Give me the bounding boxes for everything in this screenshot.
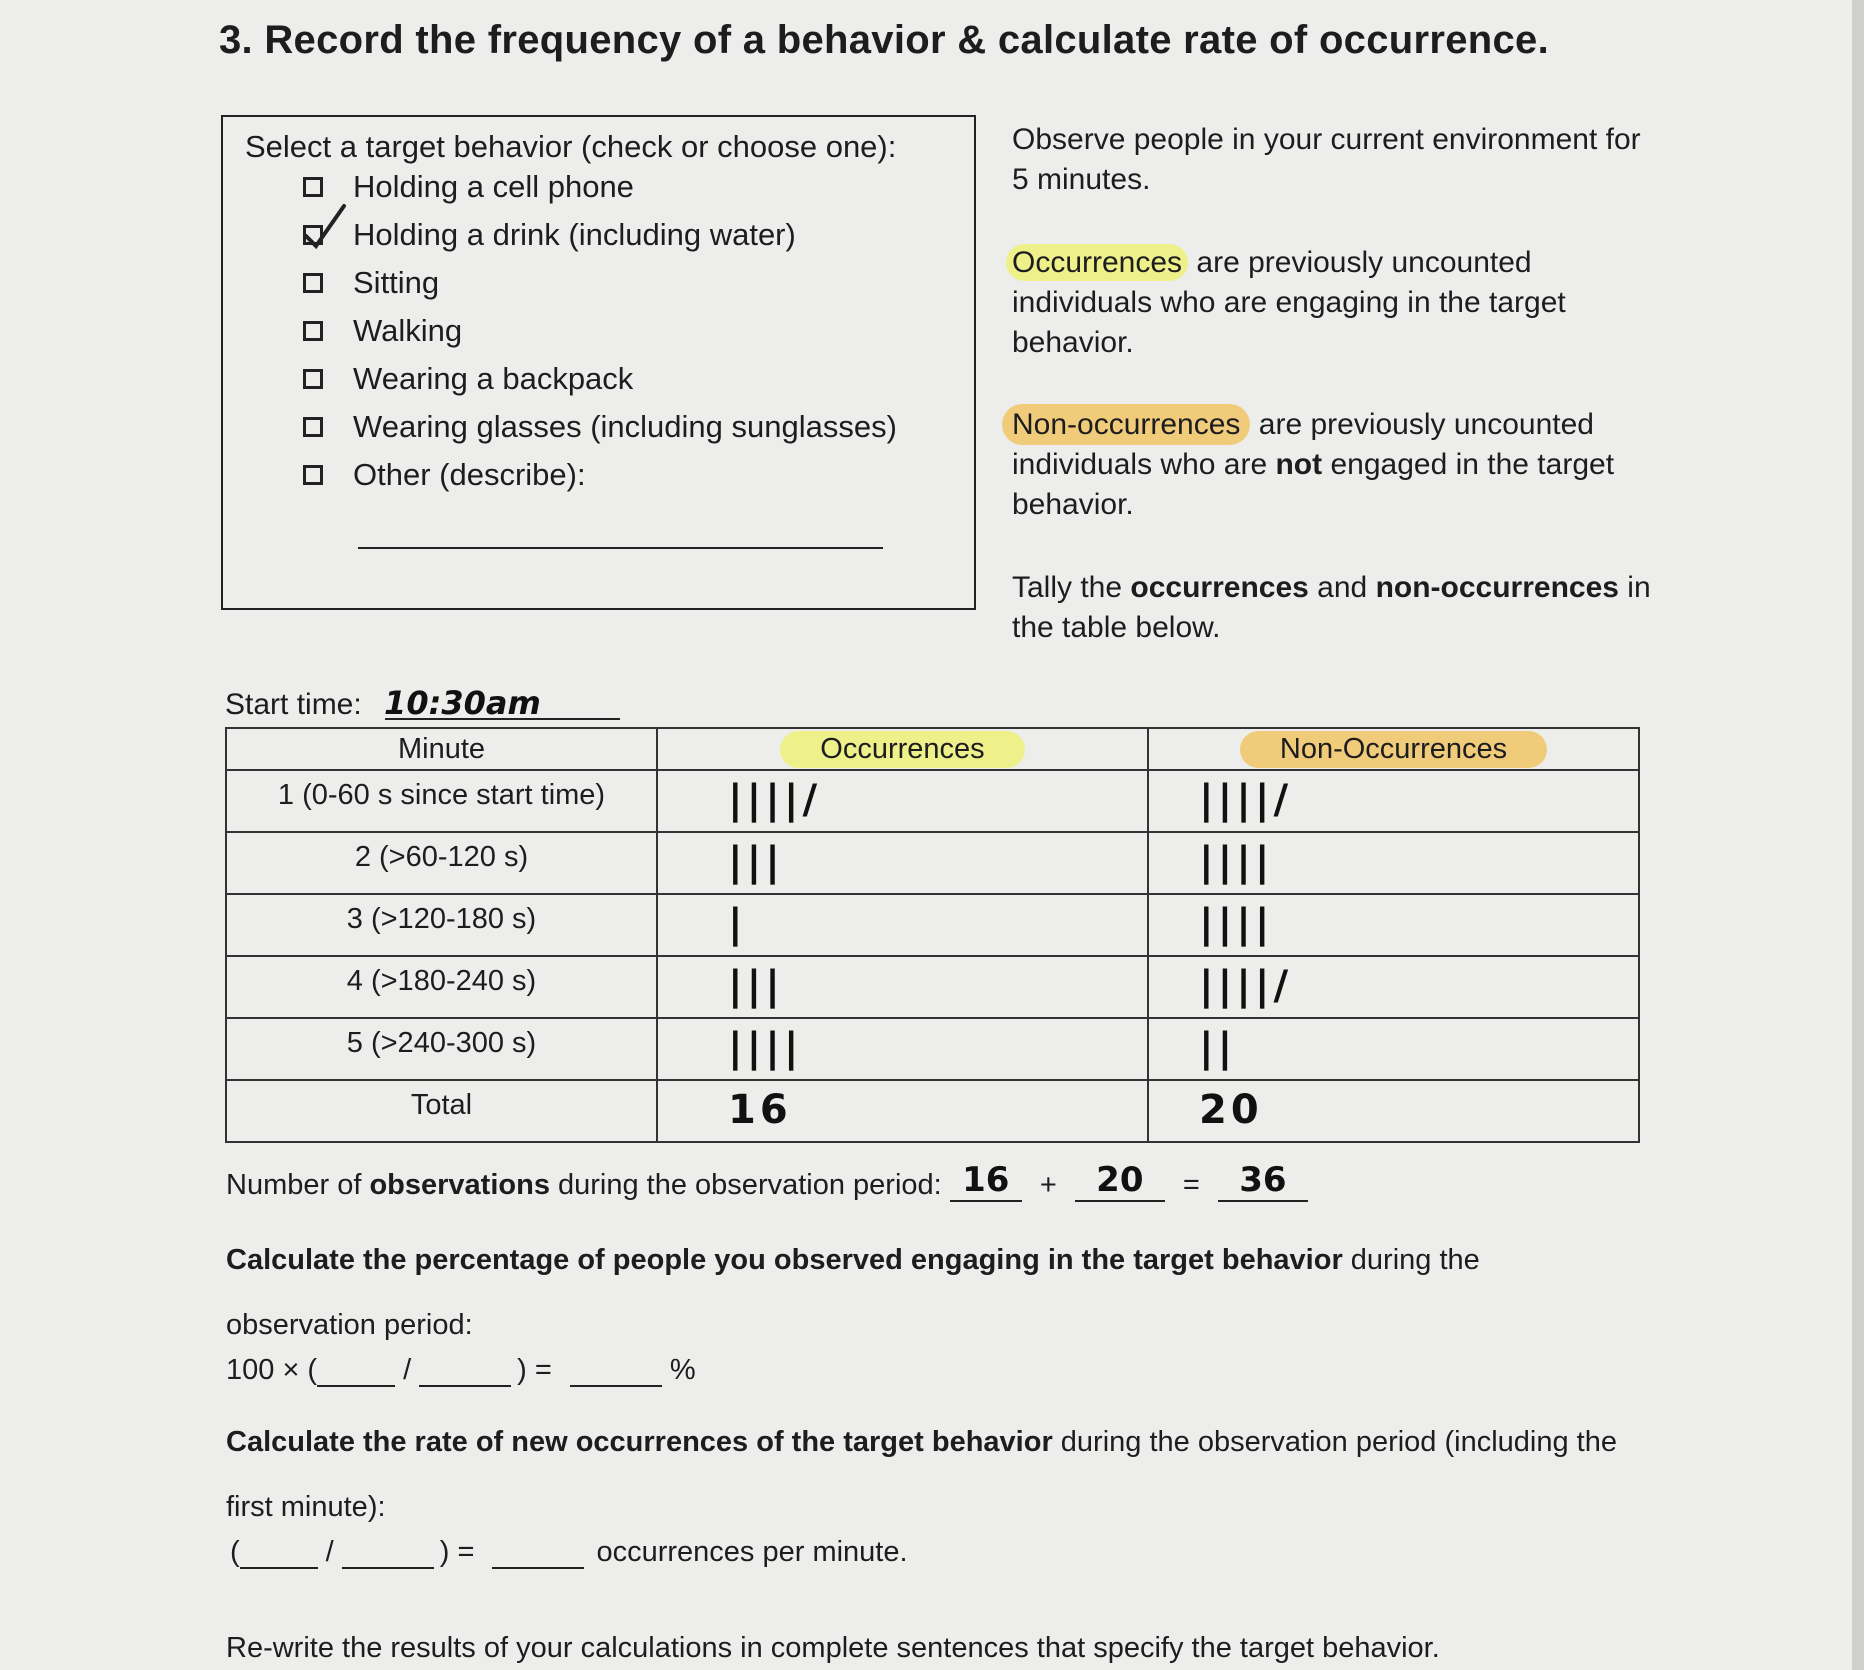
start-time-value[interactable]: 10:30am [384,684,541,722]
non-occurrences-count-field[interactable]: 20 [1075,1160,1165,1202]
occurrence-definition: Occurrences are previously uncounted individuals who are engaging in the target behavior. [1012,243,1662,363]
other-describe-line[interactable] [358,547,883,549]
page-title: 3. Record the frequency of a behavior & calculate rate of occurrence. [219,18,1550,62]
rewrite-instruction: Re-write the results of your calculations in complete sentences that specify the target behavior. [226,1632,1440,1664]
occurrence-tally: | [728,901,747,947]
rate-numerator-field[interactable] [240,1567,318,1569]
option-walking[interactable]: Walking [303,313,462,349]
tally-table [225,727,1640,1143]
occurrence-tally: ||| [728,963,784,1009]
non-occurrence-definition: Non-occurrences are previously uncounted individuals who are not engaged in the target behavior. [1012,405,1662,525]
option-sitting[interactable]: Sitting [303,265,439,301]
check-mark-icon [300,200,360,260]
non-occurrence-tally: || [1199,1025,1237,1071]
table-row: 4 (>180-240 s) ||| ||||/ [226,956,1639,1018]
checkbox[interactable] [303,321,323,341]
observations-line: Number of observations during the observation period: 16 + 20 = 36 [226,1160,1308,1202]
non-occurrences-term: Non-occurrences [1002,404,1250,445]
occurrences-count-field[interactable]: 16 [950,1160,1022,1202]
occurrence-tally: ||||/ [728,777,822,823]
rate-denominator-field[interactable] [342,1567,434,1569]
checkbox[interactable] [303,417,323,437]
table-header-row [226,728,1639,770]
checkbox[interactable] [303,273,323,293]
tally-instruction: Tally the occurrences and non-occurrences in the table below. [1012,571,1651,644]
checkbox[interactable] [303,177,323,197]
checkbox[interactable] [303,465,323,485]
percentage-question: Calculate the percentage of people you observed engaging in the target behavior during the observation period: [226,1244,1480,1341]
header-minute: Minute [226,728,657,770]
checkbox[interactable] [303,369,323,389]
option-backpack[interactable]: Wearing a backpack [303,361,633,397]
non-occurrence-tally: ||||/ [1199,963,1293,1009]
total-observations-field[interactable]: 36 [1218,1160,1308,1202]
occurrence-tally: |||| [728,1025,803,1071]
header-non-occurrences: Non-Occurrences [1148,728,1639,770]
checkbox-checked[interactable] [303,225,323,245]
percentage-formula: 100 × ( / ) = % [226,1354,696,1386]
table-row: 3 (>120-180 s) | |||| [226,894,1639,956]
occurrence-total: 16 [728,1087,792,1133]
table-total-row: Total 16 20 [226,1080,1639,1142]
option-other[interactable]: Other (describe): [303,457,586,493]
non-occurrence-tally: |||| [1199,901,1274,947]
percentage-result-field[interactable] [570,1385,662,1387]
start-time-label: Start time: [225,688,362,721]
header-occurrences: Occurrences [657,728,1148,770]
select-heading: Select a target behavior (check or choose one): [245,129,897,164]
page-edge [1852,0,1864,1670]
target-behavior-box [221,115,976,610]
rate-question: Calculate the rate of new occurrences of the target behavior during the observation period (including the first minute): [226,1426,1617,1523]
rate-result-field[interactable] [492,1567,584,1569]
observe-instruction: Observe people in your current environment for 5 minutes. [1012,123,1641,196]
percentage-denominator-field[interactable] [419,1385,511,1387]
option-drink[interactable]: Holding a drink (including water) [303,217,796,253]
non-occurrence-tally: |||| [1199,839,1274,885]
table-row: 1 (0-60 s since start time) ||||/ ||||/ [226,770,1639,832]
occurrences-term: Occurrences [1006,244,1188,281]
non-occurrence-total: 20 [1199,1087,1263,1133]
option-glasses[interactable]: Wearing glasses (including sunglasses) [303,409,897,445]
table-row: 5 (>240-300 s) |||| || [226,1018,1639,1080]
percentage-numerator-field[interactable] [317,1385,395,1387]
option-cell-phone[interactable]: Holding a cell phone [303,169,634,205]
start-time-line [385,718,620,720]
occurrence-tally: ||| [728,839,784,885]
non-occurrence-tally: ||||/ [1199,777,1293,823]
start-time-row [225,684,541,722]
table-row: 2 (>60-120 s) ||| |||| [226,832,1639,894]
rate-formula: ( / ) = occurrences per minute. [230,1536,908,1568]
